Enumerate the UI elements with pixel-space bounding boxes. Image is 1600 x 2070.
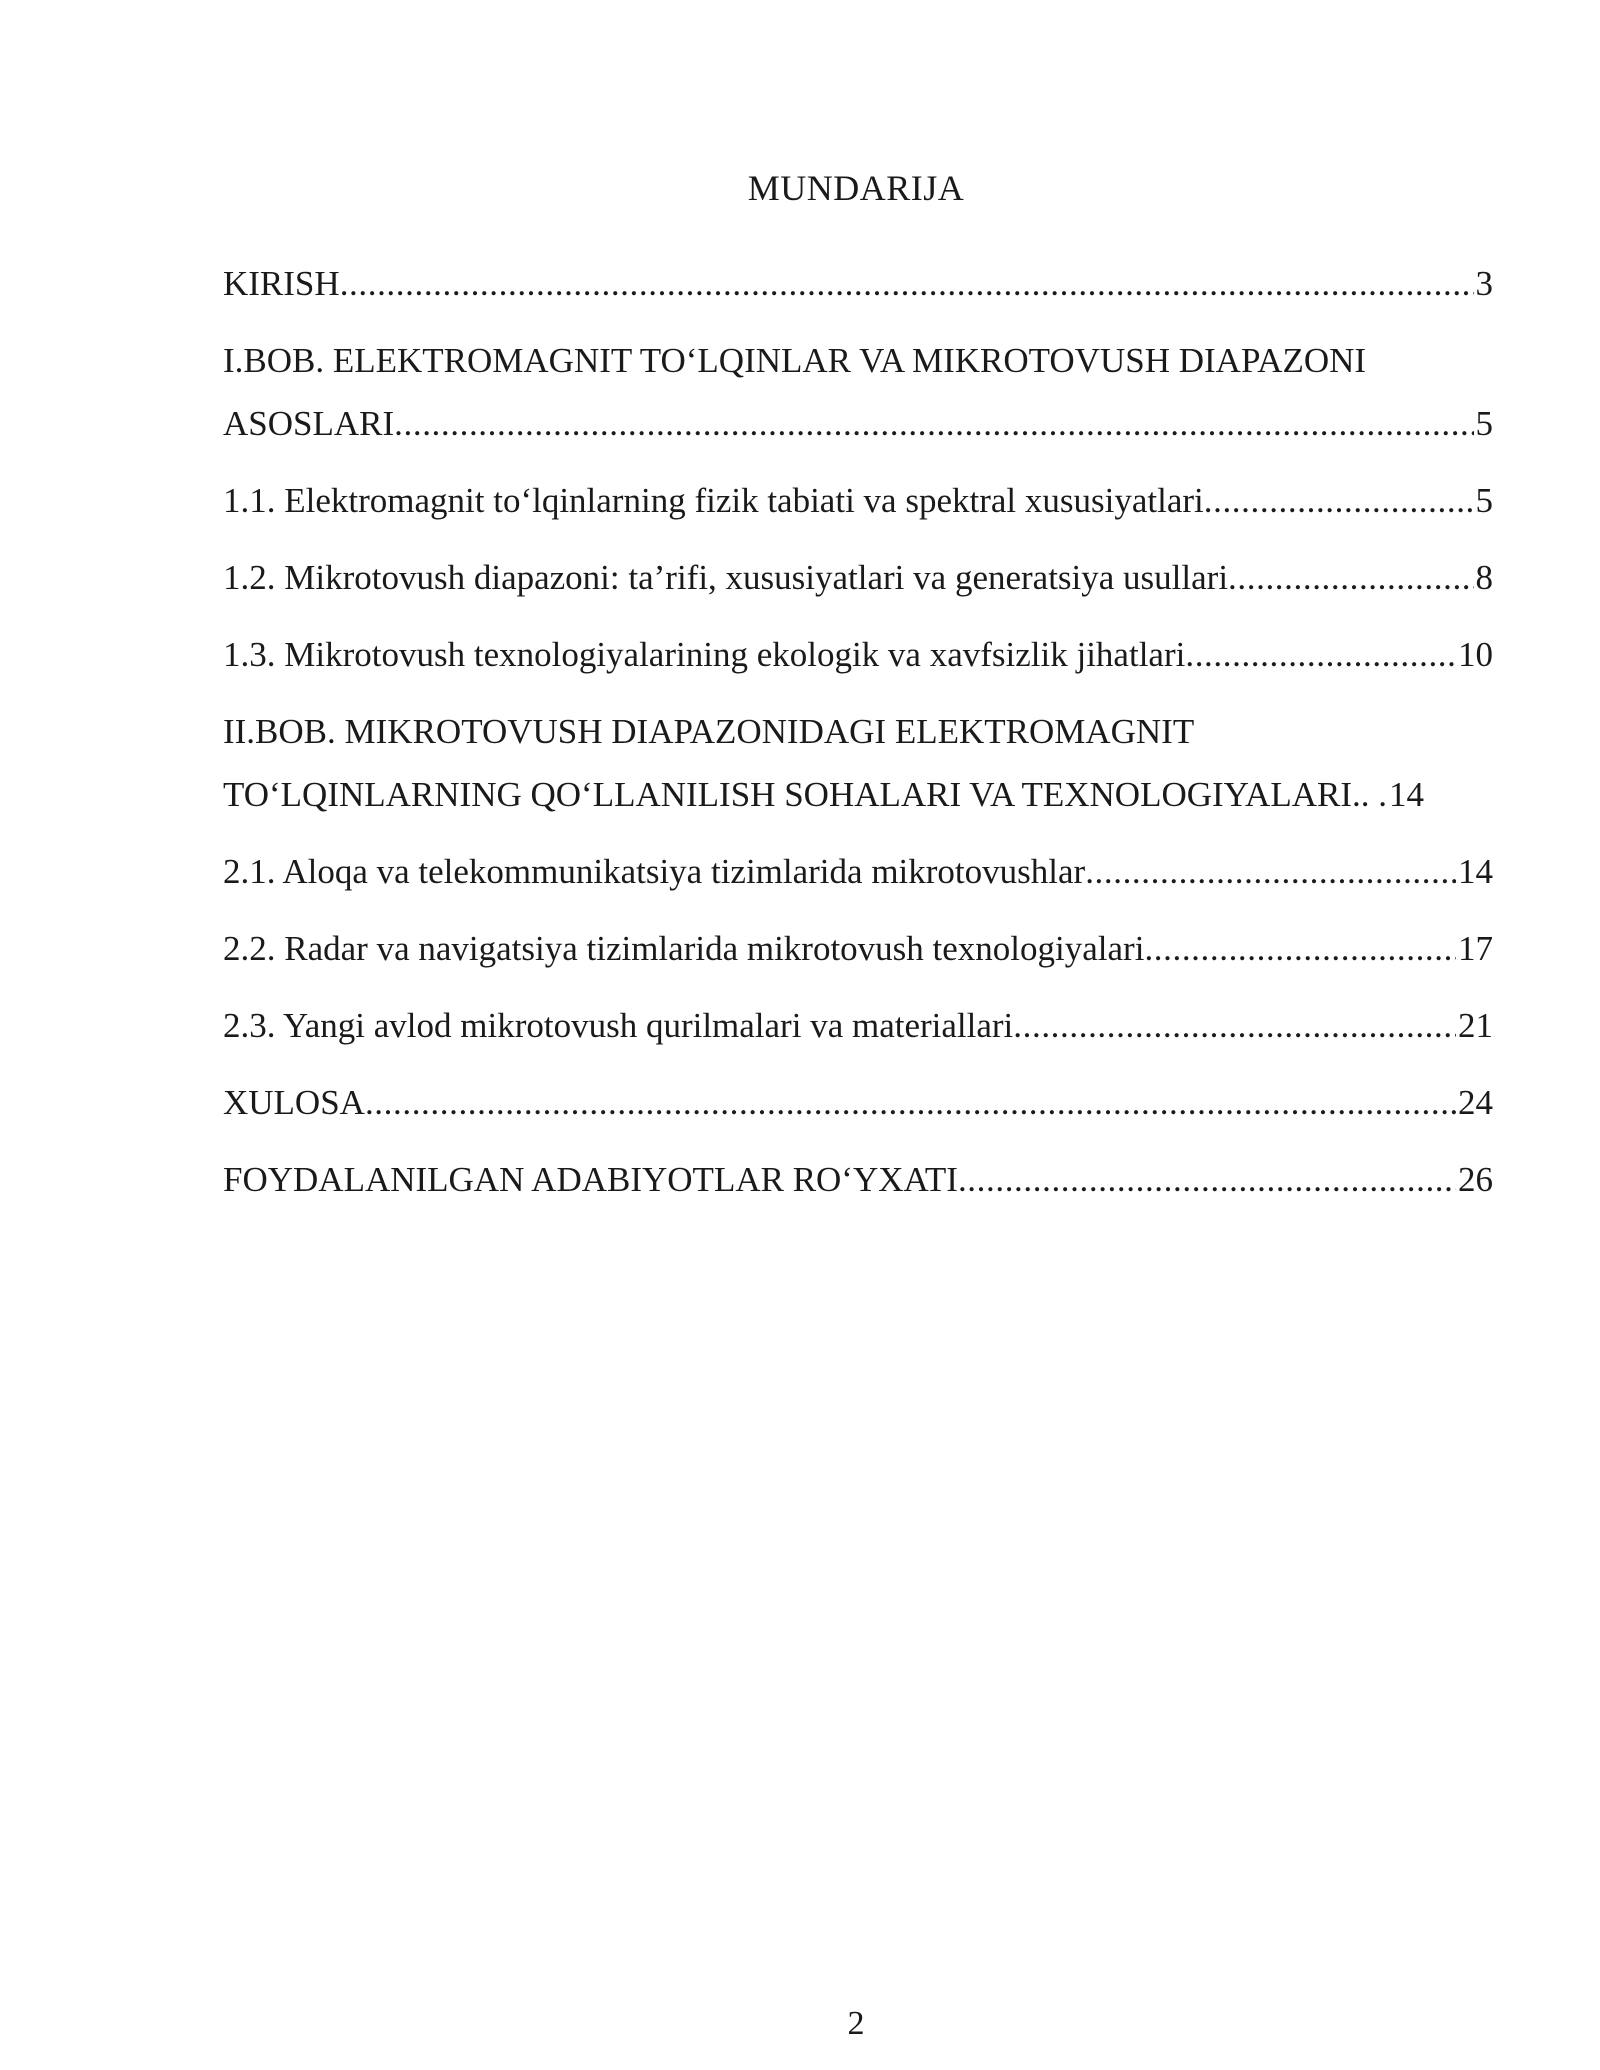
- dot-leader: [958, 1148, 1456, 1211]
- dot-leader: [1228, 546, 1473, 609]
- toc-entry-label: 1.1. Elektromagnit to‘lqinlarning fizik tabiati va spektral xususiyatlari: [223, 481, 1204, 520]
- toc-entry-label: FOYDALANILGAN ADABIYOTLAR RO‘YXATI: [223, 1160, 958, 1199]
- toc-title: MUNDARIJA: [747, 168, 965, 208]
- toc-entry-references[interactable]: [223, 1148, 1493, 1211]
- toc-entry-kirish[interactable]: [223, 252, 1493, 315]
- page-number: 2: [847, 2005, 865, 2042]
- toc-entry-label: 1.2. Mikrotovush diapazoni: ta’rifi, xususiyatlari va generatsiya usullari: [223, 558, 1229, 597]
- toc-entry-label: KIRISH: [223, 264, 340, 303]
- toc-entry-2-3[interactable]: [223, 994, 1493, 1057]
- toc-entry-chapter-2[interactable]: [223, 700, 1493, 826]
- toc-entry-page: 17: [1458, 929, 1493, 968]
- toc-entry-1-1[interactable]: [223, 469, 1493, 532]
- toc-entry-label: XULOSA: [223, 1083, 365, 1122]
- toc-entry-1-2[interactable]: [223, 546, 1493, 609]
- toc-entry-page: 14: [1389, 775, 1424, 814]
- toc-entry-label: TO‘LQINLARNING QO‘LLANILISH SOHALARI VA TEXNOLOGIYALARI.. .: [223, 775, 1387, 814]
- table-of-contents: [223, 252, 1493, 1225]
- toc-entry-page: 14: [1458, 852, 1493, 891]
- toc-entry-1-3[interactable]: [223, 623, 1493, 686]
- toc-entry-page: 8: [1475, 558, 1493, 597]
- dot-leader: [1204, 469, 1474, 532]
- dot-leader: [1144, 917, 1456, 980]
- toc-entry-page: 21: [1458, 1006, 1493, 1045]
- dot-leader: [1085, 840, 1456, 903]
- toc-entry-label: 2.3. Yangi avlod mikrotovush qurilmalari va materiallari: [223, 1006, 1014, 1045]
- dot-leader: [394, 392, 1473, 455]
- toc-entry-chapter-1[interactable]: [223, 329, 1493, 455]
- toc-entry-page: 10: [1458, 635, 1493, 674]
- toc-entry-label: 1.3. Mikrotovush texnologiyalarining ekologik va xavfsizlik jihatlari: [223, 635, 1186, 674]
- toc-entry-page: 24: [1458, 1083, 1493, 1122]
- toc-entry-2-1[interactable]: [223, 840, 1493, 903]
- dot-leader: [340, 252, 1474, 315]
- toc-entry-page: 5: [1475, 481, 1493, 520]
- toc-entry-2-2[interactable]: [223, 917, 1493, 980]
- toc-entry-heading: II.BOB. MIKROTOVUSH DIAPAZONIDAGI ELEKTROMAGNIT: [223, 712, 1195, 751]
- toc-entry-page: 5: [1475, 404, 1493, 443]
- toc-entry-heading: I.BOB. ELEKTROMAGNIT TO‘LQINLAR VA MIKROTOVUSH DIAPAZONI: [223, 341, 1367, 380]
- dot-leader: [1013, 994, 1456, 1057]
- dot-leader: [365, 1071, 1456, 1134]
- toc-entry-page: 3: [1475, 264, 1493, 303]
- toc-entry-xulosa[interactable]: [223, 1071, 1493, 1134]
- dot-leader: [1185, 623, 1456, 686]
- toc-entry-label: 2.2. Radar va navigatsiya tizimlarida mikrotovush texnologiyalari: [223, 929, 1145, 968]
- toc-entry-label: ASOSLARI: [223, 404, 395, 443]
- toc-entry-page: 26: [1458, 1160, 1493, 1199]
- toc-entry-label: 2.1. Aloqa va telekommunikatsiya tizimlarida mikrotovushlar: [223, 852, 1086, 891]
